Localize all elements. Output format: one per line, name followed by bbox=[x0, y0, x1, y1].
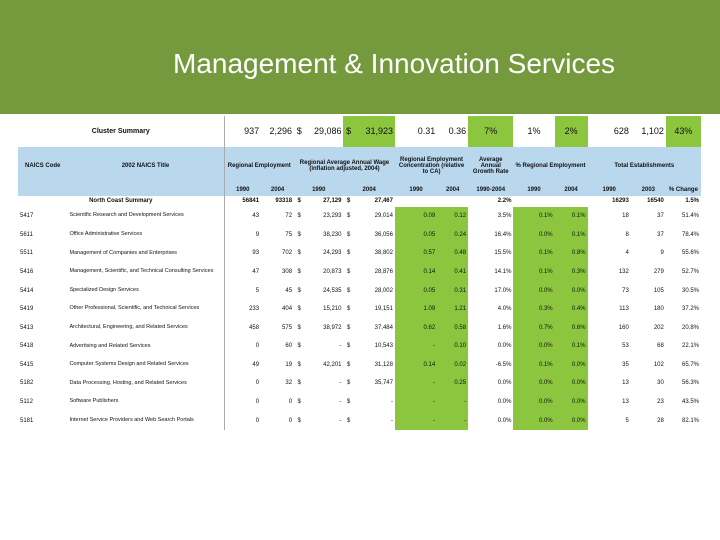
naics-code-cell: 5182 bbox=[20, 380, 34, 387]
value-cell: 55.6% bbox=[681, 250, 699, 257]
column-header-row bbox=[18, 147, 701, 185]
value-cell: 35 bbox=[622, 361, 629, 368]
value-cell: - bbox=[390, 399, 393, 406]
value-cell: 0.0% bbox=[513, 393, 554, 412]
value-cell: 52.7% bbox=[681, 268, 699, 275]
year-header: 2004 bbox=[437, 185, 468, 196]
value-cell: 0.31 bbox=[437, 281, 468, 300]
value-cell: 0.0% bbox=[555, 393, 588, 412]
value-cell: 24,293 bbox=[323, 250, 342, 257]
value-cell: - bbox=[395, 393, 437, 412]
value-cell: 1.09 bbox=[395, 300, 437, 319]
value-cell: 93 bbox=[224, 244, 261, 263]
value-cell: 0.0% bbox=[513, 412, 554, 431]
value-cell: 0.7% bbox=[513, 319, 554, 338]
value-cell: 73 bbox=[622, 287, 629, 294]
value-cell: 16.4% bbox=[494, 231, 512, 238]
value-cell: $ bbox=[346, 380, 351, 387]
north-coast-cell bbox=[555, 196, 588, 207]
north-coast-cell: 16293 bbox=[612, 198, 629, 205]
growth-header: Average Annual Growth Rate bbox=[468, 147, 513, 185]
value-cell: $ bbox=[346, 324, 351, 331]
year-header: 1990 bbox=[513, 185, 554, 196]
naics-title-cell: Specialized Design Services bbox=[69, 286, 139, 293]
value-cell: 17.0% bbox=[494, 287, 512, 294]
north-coast-cell bbox=[395, 196, 437, 207]
value-cell: 0.0% bbox=[513, 374, 554, 393]
table-row bbox=[18, 207, 701, 226]
value-cell: 0 bbox=[224, 374, 261, 393]
value-cell: 37 bbox=[657, 213, 664, 220]
north-coast-cell: 2.2% bbox=[497, 198, 512, 205]
value-cell: 0.0% bbox=[497, 343, 512, 350]
naics-code-header: NAICS Code bbox=[18, 147, 67, 185]
value-cell: 0.24 bbox=[437, 226, 468, 245]
north-coast-cell: $ bbox=[297, 198, 301, 205]
naics-code-cell: 5418 bbox=[20, 343, 34, 350]
value-cell: 1.6% bbox=[497, 324, 512, 331]
north-coast-summary-row bbox=[18, 196, 701, 207]
value-cell: 49 bbox=[224, 356, 261, 375]
value-cell: 0.0% bbox=[555, 356, 588, 375]
value-cell: 13 bbox=[622, 399, 629, 406]
table-row bbox=[18, 412, 701, 431]
naics-code-cell: 5415 bbox=[20, 361, 34, 368]
value-cell: 105 bbox=[653, 287, 664, 294]
value-cell: 0.57 bbox=[395, 244, 437, 263]
table-row bbox=[18, 319, 701, 338]
value-cell: 0.14 bbox=[395, 263, 437, 282]
value-cell: 132 bbox=[618, 268, 629, 275]
value-cell: 47 bbox=[224, 263, 261, 282]
summary-cell: 7% bbox=[468, 116, 513, 147]
value-cell: 15,210 bbox=[323, 306, 342, 313]
value-cell: $ bbox=[297, 361, 301, 368]
value-cell: 20,873 bbox=[323, 268, 342, 275]
north-coast-cell: 93318 bbox=[275, 198, 293, 205]
summary-cell: 2,296 bbox=[269, 125, 293, 136]
value-cell: - bbox=[395, 374, 437, 393]
value-cell: 3.5% bbox=[497, 213, 512, 220]
value-cell: 37,484 bbox=[374, 324, 393, 331]
naics-code-cell: 5419 bbox=[20, 306, 34, 313]
naics-code-cell: 5181 bbox=[20, 417, 34, 424]
north-coast-cell bbox=[437, 196, 468, 207]
value-cell: 10,543 bbox=[374, 343, 393, 350]
value-cell: 0.1% bbox=[555, 207, 588, 226]
value-cell: 0.0% bbox=[513, 281, 554, 300]
value-cell: 0 bbox=[224, 393, 261, 412]
value-cell: $ bbox=[297, 399, 301, 406]
summary-cell: 29,086 bbox=[313, 125, 342, 136]
value-cell: - bbox=[339, 417, 342, 424]
north-coast-label: North Coast Summary bbox=[89, 198, 153, 205]
table-row bbox=[18, 281, 701, 300]
value-cell: 28,876 bbox=[374, 268, 393, 275]
value-cell: 0.1% bbox=[555, 337, 588, 356]
value-cell: - bbox=[437, 393, 468, 412]
value-cell: $ bbox=[346, 399, 351, 406]
value-cell: $ bbox=[346, 343, 351, 350]
value-cell: $ bbox=[346, 268, 351, 275]
value-cell: 78.4% bbox=[681, 231, 699, 238]
value-cell: $ bbox=[297, 287, 301, 294]
value-cell: - bbox=[339, 343, 342, 350]
north-coast-cell: $ bbox=[346, 198, 351, 205]
value-cell: 0.1% bbox=[513, 244, 554, 263]
value-cell: 35,747 bbox=[374, 380, 393, 387]
value-cell: 0.8% bbox=[555, 244, 588, 263]
value-cell: 15.5% bbox=[494, 250, 512, 257]
value-cell: 102 bbox=[653, 361, 664, 368]
naics-title-cell: Computer Systems Design and Related Services bbox=[69, 361, 189, 368]
value-cell: 308 bbox=[282, 268, 293, 275]
value-cell: 31,128 bbox=[374, 361, 393, 368]
naics-title-cell: Office Administrative Services bbox=[69, 231, 143, 237]
value-cell: $ bbox=[297, 343, 301, 350]
summary-cell: 1% bbox=[527, 125, 541, 136]
value-cell: $ bbox=[346, 231, 351, 238]
value-cell: 28 bbox=[657, 417, 664, 424]
value-cell: 56.3% bbox=[681, 380, 699, 387]
concentration-header: Regional Employment Concentration (relative to CA) bbox=[395, 147, 468, 185]
cluster-summary-row bbox=[18, 116, 701, 147]
value-cell: - bbox=[339, 399, 342, 406]
value-cell: $ bbox=[297, 213, 301, 220]
naics-title-cell: Advertising and Related Services bbox=[69, 342, 151, 349]
value-cell: 19 bbox=[285, 361, 293, 368]
value-cell: 37 bbox=[657, 231, 664, 238]
wage-header: Regional Average Annual Wage (inflation adjusted, 2004) bbox=[294, 147, 395, 185]
year-header: 2004 bbox=[261, 185, 294, 196]
value-cell: 0.1% bbox=[513, 356, 554, 375]
value-cell: 68 bbox=[657, 343, 664, 350]
value-cell: $ bbox=[346, 250, 351, 257]
naics-code-cell: 5416 bbox=[20, 268, 34, 275]
value-cell: $ bbox=[297, 250, 301, 257]
value-cell: $ bbox=[346, 361, 351, 368]
value-cell: 36,056 bbox=[374, 231, 393, 238]
table-row bbox=[18, 374, 701, 393]
year-header: % Change bbox=[666, 185, 701, 196]
value-cell: 0 bbox=[288, 417, 293, 424]
establishments-header: Total Establishments bbox=[588, 147, 701, 185]
value-cell: 0.05 bbox=[395, 281, 437, 300]
year-header: 1990 bbox=[395, 185, 437, 196]
value-cell: 37.2% bbox=[681, 306, 699, 313]
value-cell: 8 bbox=[625, 231, 629, 238]
value-cell: 0.3% bbox=[513, 300, 554, 319]
title-banner bbox=[0, 0, 720, 114]
value-cell: 14.1% bbox=[494, 268, 512, 275]
value-cell: 458 bbox=[224, 319, 261, 338]
naics-code-cell: 5417 bbox=[20, 213, 34, 220]
value-cell: 0.09 bbox=[395, 207, 437, 226]
value-cell: 404 bbox=[282, 306, 293, 313]
value-cell: 0.0% bbox=[555, 412, 588, 431]
value-cell: 38,230 bbox=[323, 231, 342, 238]
value-cell: 0.4% bbox=[555, 300, 588, 319]
naics-title-cell: Architectural, Engineering, and Related Services bbox=[69, 323, 188, 330]
north-coast-cell bbox=[513, 196, 554, 207]
value-cell: 30.5% bbox=[681, 287, 699, 294]
year-header: 2003 bbox=[631, 185, 666, 196]
north-coast-cell: 56841 bbox=[224, 196, 261, 207]
value-cell: 0.0% bbox=[555, 281, 588, 300]
summary-cell: $ bbox=[343, 116, 353, 147]
cluster-table bbox=[18, 116, 701, 430]
value-cell: 202 bbox=[653, 324, 664, 331]
value-cell: - bbox=[390, 417, 393, 424]
year-header: 2004 bbox=[555, 185, 588, 196]
year-header: 1990 bbox=[294, 185, 343, 196]
table-row bbox=[18, 244, 701, 263]
value-cell: 113 bbox=[619, 306, 629, 313]
year-header: 1990 bbox=[224, 185, 261, 196]
value-cell: 53 bbox=[622, 343, 629, 350]
value-cell: 38,972 bbox=[323, 324, 342, 331]
summary-cell: 1,102 bbox=[641, 125, 664, 136]
value-cell: 38,802 bbox=[374, 250, 393, 257]
value-cell: 0.0% bbox=[497, 399, 512, 406]
value-cell: 0.3% bbox=[555, 263, 588, 282]
naics-title-cell: Management, Scientific, and Technical Consulting Services bbox=[69, 268, 214, 275]
employment-header: Regional Employment bbox=[224, 147, 294, 185]
value-cell: 0.05 bbox=[395, 226, 437, 245]
value-cell: 180 bbox=[653, 306, 664, 313]
table-row bbox=[18, 393, 701, 412]
value-cell: 32 bbox=[285, 380, 293, 387]
value-cell: 30 bbox=[657, 380, 664, 387]
value-cell: $ bbox=[346, 287, 351, 294]
value-cell: 9 bbox=[660, 250, 664, 257]
naics-title-header: 2002 NAICS Title bbox=[67, 147, 224, 185]
naics-code-cell: 5611 bbox=[20, 231, 33, 238]
value-cell: 5 bbox=[224, 281, 261, 300]
value-cell: $ bbox=[346, 417, 351, 424]
table-row bbox=[18, 226, 701, 245]
value-cell: - bbox=[395, 412, 437, 431]
naics-title-cell: Internet Service Providers and Web Search Portals bbox=[69, 416, 194, 423]
value-cell: 0.58 bbox=[437, 319, 468, 338]
value-cell: 702 bbox=[282, 250, 293, 257]
cluster-summary-label: Cluster Summary bbox=[91, 127, 150, 135]
summary-cell: $ bbox=[296, 125, 302, 136]
value-cell: 0.1% bbox=[513, 263, 554, 282]
value-cell: 4.0% bbox=[497, 306, 512, 313]
value-cell: 279 bbox=[653, 268, 664, 275]
value-cell: $ bbox=[297, 306, 301, 313]
naics-title-cell: Other Professional, Scientific, and Technical Services bbox=[69, 305, 200, 312]
naics-title-cell: Management of Companies and Enterprises bbox=[69, 249, 178, 256]
value-cell: 0.0% bbox=[513, 226, 554, 245]
value-cell: 0.0% bbox=[555, 374, 588, 393]
value-cell: $ bbox=[346, 213, 351, 220]
value-cell: 45 bbox=[285, 287, 293, 294]
value-cell: - bbox=[437, 412, 468, 431]
value-cell: 43.5% bbox=[681, 399, 699, 406]
pct-regional-header: % Regional Employment bbox=[513, 147, 587, 185]
value-cell: 0.25 bbox=[437, 374, 468, 393]
value-cell: $ bbox=[297, 380, 301, 387]
naics-code-cell: 5112 bbox=[20, 399, 33, 406]
naics-code-cell: 5414 bbox=[20, 287, 34, 294]
value-cell: 13 bbox=[622, 380, 629, 387]
value-cell: 29,014 bbox=[374, 213, 393, 220]
value-cell: 0.0% bbox=[497, 417, 512, 424]
value-cell: 0.0% bbox=[497, 380, 512, 387]
value-cell: 0.48 bbox=[437, 244, 468, 263]
value-cell: 22.1% bbox=[681, 343, 699, 350]
north-coast-cell: 27,467 bbox=[374, 198, 393, 205]
summary-cell: 0.31 bbox=[417, 125, 436, 136]
value-cell: 0.10 bbox=[437, 337, 468, 356]
year-header-row bbox=[18, 185, 701, 196]
north-coast-cell: 27,129 bbox=[323, 198, 342, 205]
value-cell: $ bbox=[297, 268, 301, 275]
value-cell: 0.1% bbox=[513, 207, 554, 226]
year-header: 1990 bbox=[588, 185, 631, 196]
value-cell: 20.8% bbox=[681, 324, 699, 331]
summary-cell: 937 bbox=[224, 116, 261, 147]
year-header: 2004 bbox=[343, 185, 395, 196]
table-row bbox=[18, 356, 701, 375]
value-cell: 4 bbox=[625, 250, 629, 257]
value-cell: 28,002 bbox=[374, 287, 393, 294]
value-cell: 23 bbox=[657, 399, 664, 406]
year-header: 1990-2004 bbox=[468, 185, 513, 196]
summary-cell: 628 bbox=[613, 125, 629, 136]
value-cell: 24,535 bbox=[323, 287, 342, 294]
value-cell: 5 bbox=[625, 417, 629, 424]
value-cell: 0.12 bbox=[437, 207, 468, 226]
value-cell: 0.62 bbox=[395, 319, 437, 338]
value-cell: $ bbox=[346, 306, 351, 313]
table-row bbox=[18, 300, 701, 319]
naics-title-cell: Data Processing, Hosting, and Related Services bbox=[69, 379, 187, 386]
value-cell: 72 bbox=[285, 213, 293, 220]
value-cell: $ bbox=[297, 324, 301, 331]
value-cell: 0.1% bbox=[555, 226, 588, 245]
north-coast-cell: 16540 bbox=[647, 198, 664, 205]
value-cell: 0.14 bbox=[395, 356, 437, 375]
value-cell: 1.21 bbox=[437, 300, 468, 319]
value-cell: 575 bbox=[282, 324, 293, 331]
value-cell: 23,293 bbox=[323, 213, 342, 220]
value-cell: 0 bbox=[224, 337, 261, 356]
value-cell: $ bbox=[297, 417, 301, 424]
north-coast-cell: 1.5% bbox=[685, 198, 699, 205]
value-cell: 65.7% bbox=[681, 361, 699, 368]
summary-cell: 31,923 bbox=[354, 116, 395, 147]
value-cell: 19,151 bbox=[374, 306, 393, 313]
value-cell: 160 bbox=[618, 324, 629, 331]
value-cell: 0.02 bbox=[437, 356, 468, 375]
value-cell: $ bbox=[297, 231, 301, 238]
naics-title-cell: Scientific Research and Development Services bbox=[69, 212, 184, 219]
value-cell: 42,201 bbox=[323, 361, 342, 368]
slide-title: Management & Innovation Services bbox=[173, 48, 616, 79]
value-cell: 0.6% bbox=[555, 319, 588, 338]
value-cell: - bbox=[395, 337, 437, 356]
value-cell: -6.5% bbox=[495, 361, 512, 368]
naics-code-cell: 5413 bbox=[20, 324, 34, 331]
value-cell: - bbox=[339, 380, 342, 387]
value-cell: 18 bbox=[622, 213, 629, 220]
table-row bbox=[18, 263, 701, 282]
value-cell: 82.1% bbox=[681, 417, 699, 424]
value-cell: 233 bbox=[224, 300, 261, 319]
value-cell: 0.41 bbox=[437, 263, 468, 282]
value-cell: 75 bbox=[285, 231, 293, 238]
value-cell: 9 bbox=[224, 226, 261, 245]
value-cell: 0.0% bbox=[513, 337, 554, 356]
summary-cell: 0.36 bbox=[448, 125, 467, 136]
table-row bbox=[18, 337, 701, 356]
value-cell: 43 bbox=[224, 207, 261, 226]
value-cell: 51.4% bbox=[681, 213, 699, 220]
naics-code-cell: 5511 bbox=[20, 250, 33, 257]
value-cell: 0 bbox=[224, 412, 261, 431]
summary-cell: 43% bbox=[666, 116, 701, 147]
value-cell: 0 bbox=[288, 399, 293, 406]
summary-cell: 2% bbox=[555, 116, 588, 147]
naics-title-cell: Software Publishers bbox=[69, 398, 119, 405]
value-cell: 60 bbox=[285, 343, 293, 350]
